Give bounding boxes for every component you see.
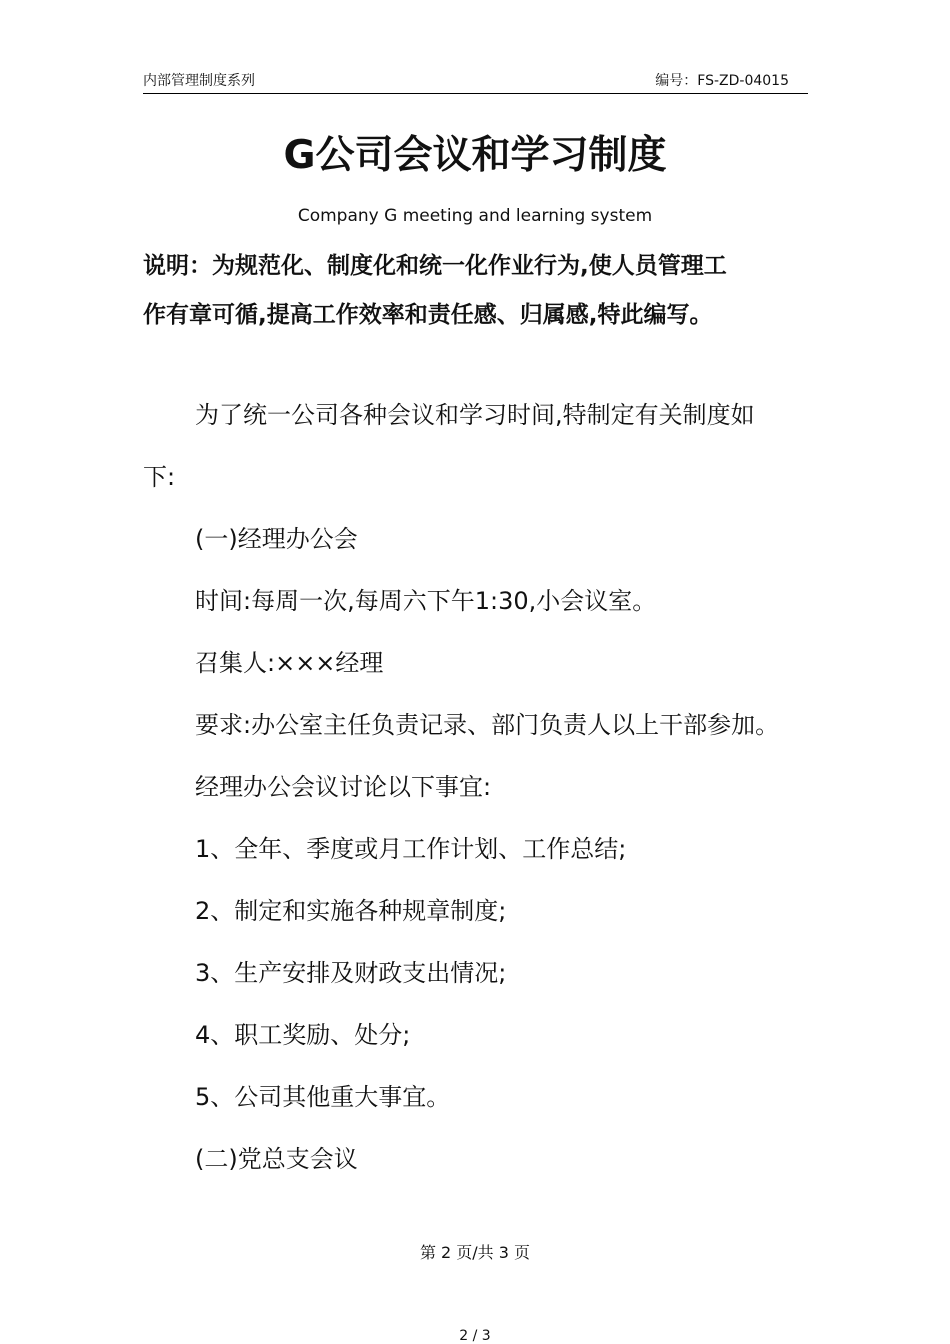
list-item: 1、全年、季度或月工作计划、工作总结; — [195, 835, 627, 863]
paragraph-1-line-1: 为了统一公司各种会议和学习时间,特制定有关制度如 — [195, 401, 755, 429]
list-item: 4、职工奖励、处分; — [195, 1021, 411, 1049]
intro-line-1: 说明：为规范化、制度化和统一化作业行为,使人员管理工 — [143, 253, 727, 279]
meeting-time: 时间:每周一次,每周六下午1:30,小会议室。 — [195, 587, 657, 615]
section-2-heading: (二)党总支会议 — [195, 1145, 358, 1173]
meeting-requirement: 要求:办公室主任负责记录、部门负责人以上干部参加。 — [195, 711, 780, 739]
header-series-label: 内部管理制度系列 — [143, 73, 255, 89]
meeting-convener: 召集人:×××经理 — [195, 649, 384, 677]
paragraph-1-line-2: 下: — [143, 463, 176, 491]
intro-line-2: 作有章可循,提高工作效率和责任感、归属感,特此编写。 — [143, 302, 713, 328]
page-footer: 第 2 页/共 3 页 — [419, 1243, 531, 1262]
list-item: 5、公司其他重大事宜。 — [195, 1083, 451, 1111]
document-intro — [143, 242, 803, 340]
section-1-heading: (一)经理办公会 — [195, 525, 358, 553]
page-header — [143, 70, 808, 94]
topics-intro: 经理办公会议讨论以下事宜: — [195, 773, 492, 801]
document-subtitle: Company G meeting and learning system — [297, 206, 653, 226]
list-item: 2、制定和实施各种规章制度; — [195, 897, 507, 925]
document-title: G公司会议和学习制度 — [283, 133, 667, 178]
page-indicator: 2 / 3 — [459, 1328, 491, 1344]
list-item: 3、生产安排及财政支出情况; — [195, 959, 507, 987]
header-document-code: 编号：FS-ZD-04015 — [655, 73, 789, 89]
document-body — [143, 384, 823, 1190]
